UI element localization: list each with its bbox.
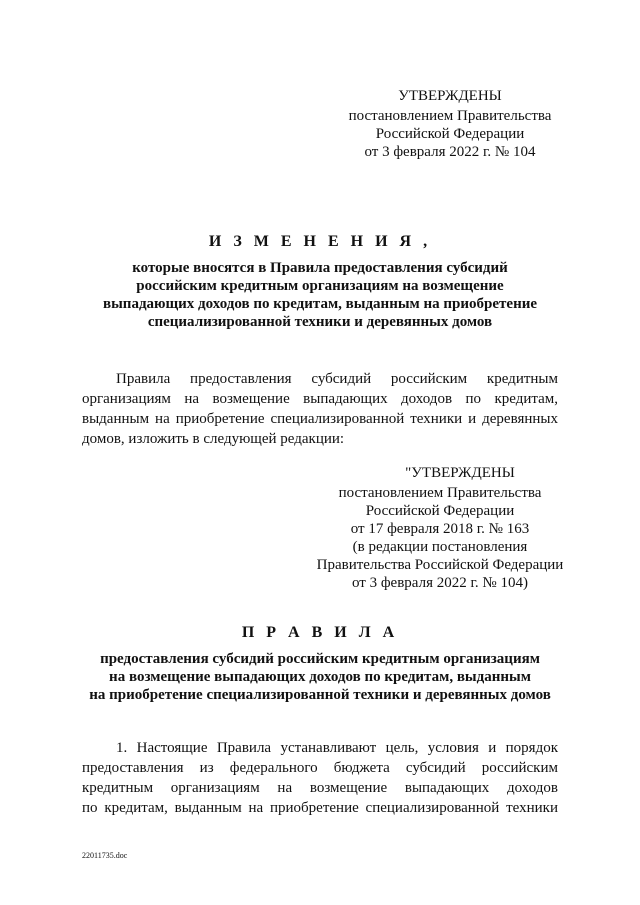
paragraph-line: домов, изложить в следующей редакции:	[82, 431, 345, 447]
changes-subtitle-line: выпадающих доходов по кредитам, выданным на приобретение	[102, 296, 538, 312]
paragraph-line: организациям на возмещение выпадающих доходов по кредитам,	[82, 391, 558, 407]
approval-heading: УТВЕРЖДЕНЫ	[398, 88, 502, 104]
approval-line: Российской Федерации	[365, 503, 515, 519]
approval-line: постановлением Правительства	[348, 108, 552, 124]
rules-subtitle-line: на возмещение выпадающих доходов по кредитам, выданным	[109, 669, 531, 685]
rules-title: П Р А В И Л А	[241, 624, 399, 641]
approval-line: (в редакции постановления	[352, 539, 528, 555]
approval-line: Российской Федерации	[375, 126, 525, 142]
approval-line: постановлением Правительства	[338, 485, 542, 501]
rules-subtitle-line: предоставления субсидий российским кредитным организациям	[100, 651, 540, 667]
rules-subtitle-line: на приобретение специализированной техники и деревянных домов	[89, 687, 551, 703]
approval-heading: "УТВЕРЖДЕНЫ	[405, 465, 515, 481]
paragraph-line: кредитным организациям на возмещение выпадающих доходов	[82, 780, 558, 796]
paragraph-line: по кредитам, выданным на приобретение специализированной техники	[82, 800, 558, 816]
paragraph-line: предоставления из федерального бюджета субсидий российским	[82, 760, 558, 776]
changes-subtitle-line: российским кредитным организациям на возмещение	[136, 278, 504, 294]
paragraph-line: 1. Настоящие Правила устанавливают цель, условия и порядок	[116, 740, 558, 756]
approval-line: Правительства Российской Федерации	[316, 557, 564, 573]
changes-subtitle-line: которые вносятся в Правила предоставления субсидий	[132, 260, 508, 276]
changes-subtitle-line: специализированной техники и деревянных домов	[147, 314, 493, 330]
document-id-footer: 22011735.doc	[82, 851, 128, 860]
approval-date: от 17 февраля 2018 г. № 163	[350, 521, 530, 537]
changes-title: И З М Е Н Е Н И Я ,	[208, 233, 432, 250]
paragraph-line: Правила предоставления субсидий российским кредитным	[116, 371, 558, 387]
approval-date: от 3 февраля 2022 г. № 104	[364, 144, 536, 160]
approval-date: от 3 февраля 2022 г. № 104)	[351, 575, 528, 591]
paragraph-line: выданным на приобретение специализированной техники и деревянных	[82, 411, 558, 427]
